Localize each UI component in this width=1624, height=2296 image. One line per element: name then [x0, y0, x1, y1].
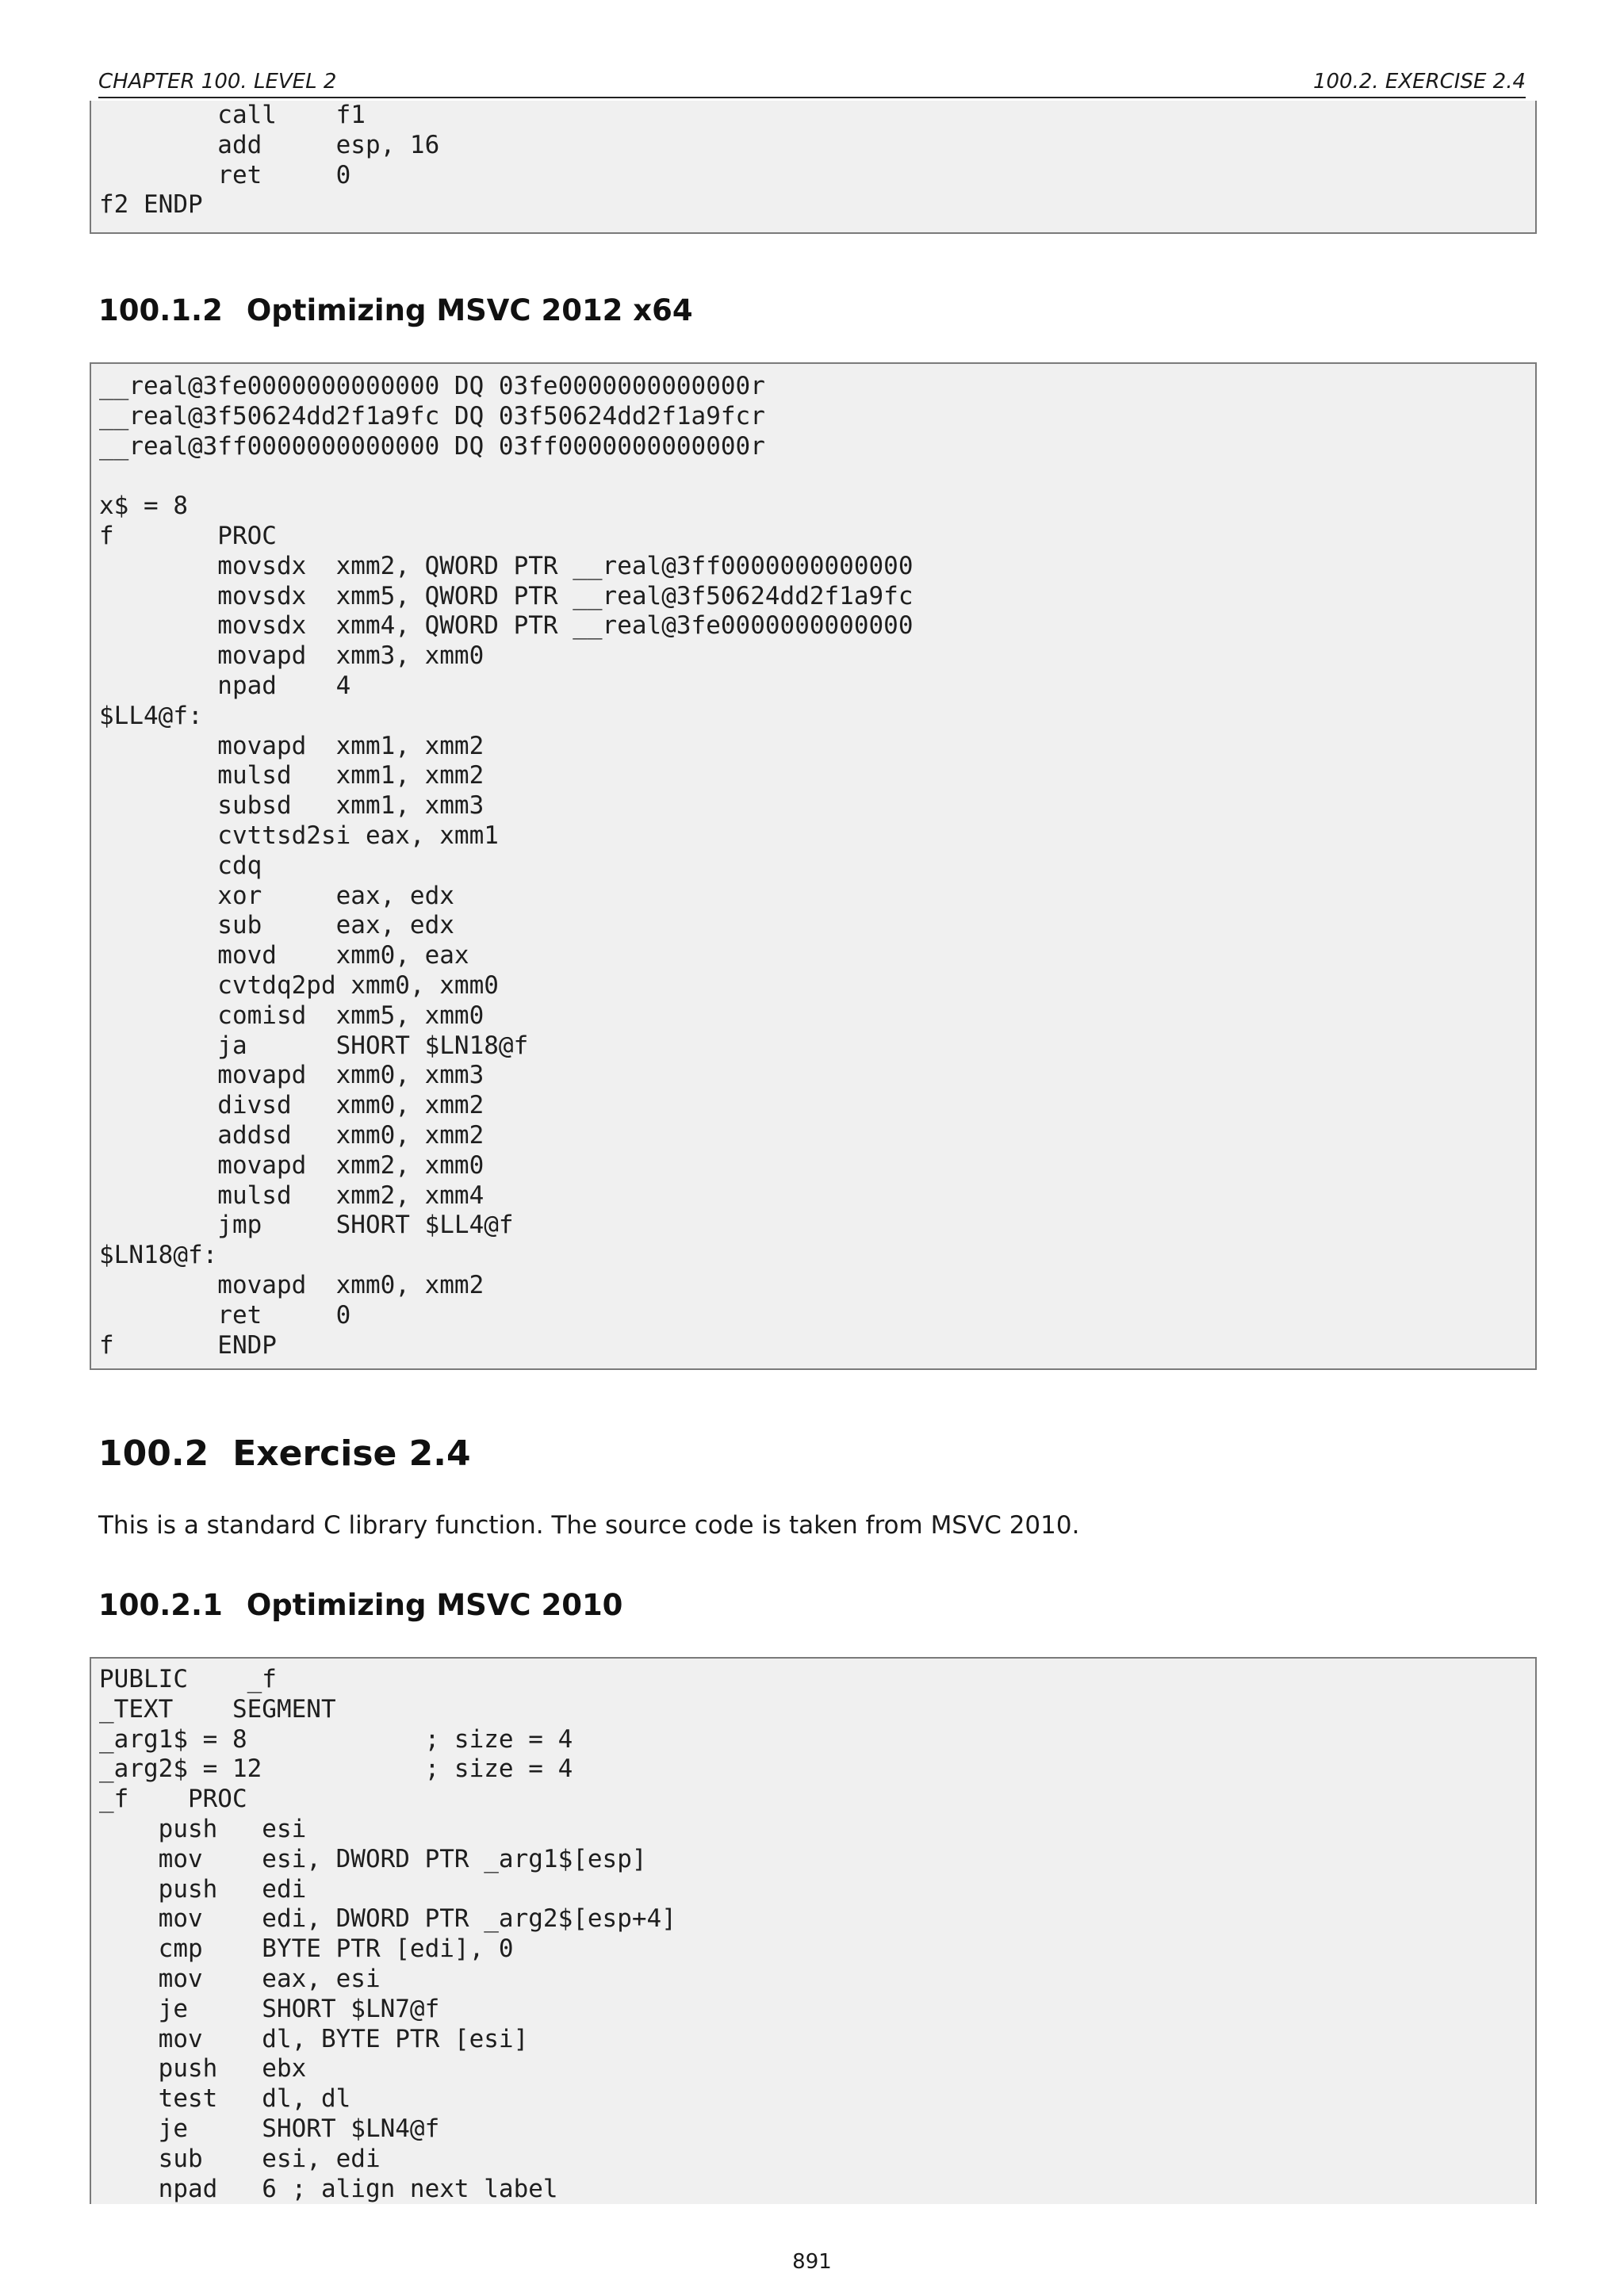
code-line: movsdx xmm5, QWORD PTR __real@3f50624dd2f1a9fc	[99, 581, 914, 610]
code-line: _arg2$ = 12 ; size = 4	[99, 1755, 573, 1784]
code-line	[99, 461, 1535, 492]
section-heading-100-2	[98, 1433, 471, 1474]
running-header	[98, 68, 1526, 98]
code-line: sub esi, edi	[99, 2144, 381, 2173]
code-block-f2-end	[90, 101, 1537, 234]
code-line: add esp, 16	[99, 130, 440, 159]
code-line: npad 4	[99, 671, 351, 700]
code-line: call f1	[99, 101, 366, 129]
code-line: x$ = 8	[99, 492, 188, 521]
code-line: _arg1$ = 8 ; size = 4	[99, 1724, 573, 1754]
section-number: 100.2	[98, 1433, 209, 1474]
code-block-msvc2010	[90, 1657, 1537, 2204]
code-line: xor eax, edx	[99, 881, 454, 910]
code-line: PUBLIC _f	[99, 1665, 277, 1693]
code-line: movapd xmm1, xmm2	[99, 731, 485, 760]
code-line: mov esi, DWORD PTR _arg1$[esp]	[99, 1844, 647, 1873]
section-title: Optimizing MSVC 2012 x64	[246, 293, 693, 327]
code-line: ja SHORT $LN18@f	[99, 1031, 529, 1060]
code-line: push ebx	[99, 2054, 307, 2084]
section-heading-100-2-1	[98, 1588, 622, 1622]
code-block-msvc2012-x64	[90, 362, 1537, 1370]
page-number: 891	[792, 2250, 832, 2274]
header-chapter: CHAPTER 100. LEVEL 2	[98, 70, 337, 94]
header-section: 100.2. EXERCISE 2.4	[1312, 70, 1526, 94]
code-line: __real@3fe0000000000000 DQ 03fe0000000000000r	[99, 372, 765, 400]
code-line: cdq	[99, 851, 262, 880]
code-line: movapd xmm2, xmm0	[99, 1150, 485, 1180]
code-line: $LL4@f:	[99, 701, 203, 730]
section-number: 100.1.2	[98, 293, 223, 327]
code-line: subsd xmm1, xmm3	[99, 791, 485, 821]
code-line: je SHORT $LN7@f	[99, 1994, 440, 2023]
code-line: mov edi, DWORD PTR _arg2$[esp+4]	[99, 1904, 676, 1934]
section-number: 100.2.1	[98, 1588, 223, 1622]
code-line: _f PROC	[99, 1785, 247, 1814]
code-line: sub eax, edx	[99, 911, 454, 940]
code-line: movsdx xmm4, QWORD PTR __real@3fe0000000000000	[99, 611, 914, 641]
code-line: cvtdq2pd xmm0, xmm0	[99, 970, 499, 1000]
code-line: cmp BYTE PTR [edi], 0	[99, 1934, 514, 1964]
code-line: movd xmm0, eax	[99, 941, 469, 970]
code-line: test dl, dl	[99, 2084, 351, 2114]
code-line: addsd xmm0, xmm2	[99, 1120, 485, 1150]
code-line: push edi	[99, 1874, 307, 1904]
code-line: __real@3f50624dd2f1a9fc DQ 03f50624dd2f1a9fcr	[99, 401, 765, 430]
intro-paragraph: This is a standard C library function. The source code is taken from MSVC 2010.	[98, 1511, 1080, 1540]
code-line: f ENDP	[99, 1330, 277, 1360]
code-line: _TEXT SEGMENT	[99, 1694, 336, 1724]
section-title: Optimizing MSVC 2010	[246, 1588, 623, 1622]
code-line: $LN18@f:	[99, 1241, 218, 1270]
code-line: npad 6 ; align next label	[99, 2174, 558, 2203]
code-line: divsd xmm0, xmm2	[99, 1091, 485, 1120]
code-line: jmp SHORT $LL4@f	[99, 1211, 514, 1240]
code-line: mov dl, BYTE PTR [esi]	[99, 2024, 529, 2053]
code-line: ret 0	[99, 160, 351, 189]
code-line: f2 ENDP	[99, 190, 203, 220]
section-title: Exercise 2.4	[232, 1433, 471, 1474]
code-line: je SHORT $LN4@f	[99, 2114, 440, 2143]
code-line: ret 0	[99, 1300, 351, 1330]
section-heading-100-1-2	[98, 293, 693, 327]
code-line: comisd xmm5, xmm0	[99, 1001, 485, 1030]
code-line: movsdx xmm2, QWORD PTR __real@3ff0000000000000	[99, 551, 914, 580]
code-line: f PROC	[99, 521, 277, 550]
code-line: movapd xmm3, xmm0	[99, 641, 485, 671]
code-line: cvttsd2si eax, xmm1	[99, 821, 499, 850]
code-line: movapd xmm0, xmm2	[99, 1270, 485, 1299]
code-line: mov eax, esi	[99, 1964, 381, 1993]
code-line: movapd xmm0, xmm3	[99, 1061, 485, 1090]
code-line: push esi	[99, 1814, 307, 1843]
code-line: mulsd xmm1, xmm2	[99, 761, 485, 790]
code-line: mulsd xmm2, xmm4	[99, 1181, 485, 1210]
code-line: __real@3ff0000000000000 DQ 03ff0000000000000r	[99, 431, 765, 461]
